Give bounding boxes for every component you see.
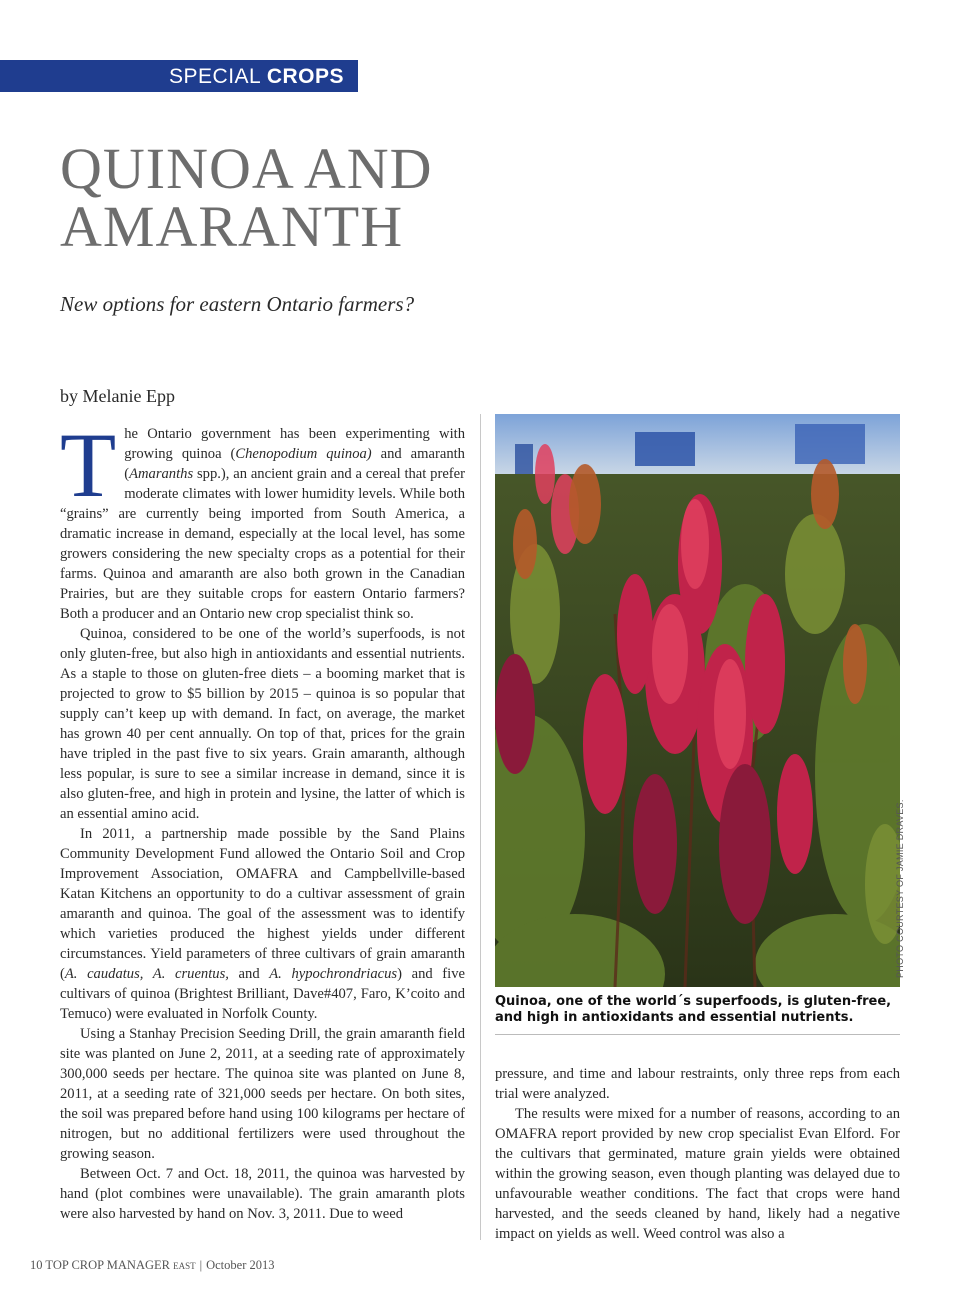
- page-footer: [30, 1258, 275, 1273]
- magazine-edition: EAST: [173, 1261, 196, 1271]
- photo-caption: Quinoa, one of the world´s superfoods, is gluten-free, and high in antioxidants and essential nutrients.: [495, 994, 892, 1025]
- p3-text-b: ) and five cultivars of quinoa (Brightest Brilliant, Dave#407, Faro, K’coito and Temuco) were evaluated in Norfolk County.: [60, 966, 465, 1022]
- paragraph-7: The results were mixed for a number of reasons, according to an OMAFRA report provided by new crop specialist Evan Elford. For the cultivars that germinated, mature grain yields were obtained within the growing season, even though planting was delayed due to unfavourable weather conditions. The fact that crops were hand harvested, and the seeds cleaned by hand, likely had a negative impact on yields as well. Weed control was also a: [495, 1106, 900, 1242]
- paragraph-3: [60, 824, 465, 1024]
- p3-scientific-name-2: A. hypochrondriacus: [269, 966, 398, 982]
- article-byline: by Melanie Epp: [60, 386, 175, 406]
- photo-credit: PHOTO COURTESY OF JAMIE DRAVES.: [895, 799, 905, 978]
- section-label-bold: CROPS: [266, 65, 344, 88]
- title-line-1: QUINOA AND: [60, 136, 433, 201]
- paragraph-5: Between Oct. 7 and Oct. 18, 2011, the quinoa was harvested by hand (plot combines were unavailable). The grain amaranth plots were also harvested by hand on Nov. 3, 2011. Due to weed: [60, 1166, 465, 1222]
- caption-divider: [495, 1034, 900, 1035]
- section-label: [169, 65, 344, 89]
- p1-text-a: he Ontario government has been experimenting with growing quinoa (: [124, 426, 465, 462]
- p3-text-and: and: [228, 966, 270, 982]
- drop-cap: T: [60, 414, 117, 516]
- column-divider: [480, 414, 481, 1240]
- p3-text-a: In 2011, a partnership made possible by the Sand Plains Community Development Fund allowed the Ontario Soil and Crop Improvement Association, OMAFRA and Campbellville-based Katan Kitchens an opportunity to do a cultivar assessment of grain amaranth and quinoa. The goal of the assessment was to identify which varieties produced the highest yields under different circumstances. Yield parameters of three cultivars of grain amaranth (: [60, 826, 465, 982]
- p1-text-b: and amaranth (: [124, 446, 465, 482]
- issue-date: October 2013: [206, 1258, 275, 1272]
- p3-scientific-names-1: A. caudatus, A. cruentus,: [64, 966, 229, 982]
- paragraph-1: [60, 414, 465, 624]
- p1-scientific-name-1: Chenopodium quinoa): [235, 446, 372, 462]
- section-banner: [0, 60, 358, 92]
- paragraph-2: Quinoa, considered to be one of the world’s superfoods, is not only gluten-free, but also high in antioxidants and essential nutrients. As a staple to those on gluten-free diets – a booming market that is projected to grow to $5 billion by 2015 – quinoa is so popular that supply can’t keep up with demand. In fact, on average, the market has grown 40 per cent annually. On top of that, prices for the grain have tripled in the past five to six years. Grain amaranth, although less popular, is sure to see a similar increase in demand, since it is also gluten-free, and high in protein and lysine, the latter of which is an essential amino acid.: [60, 626, 465, 822]
- p1-text-c: spp.), an ancient grain and a cereal that prefer moderate climates with lower humidity levels. While both “grains” are currently being imported from South America, a dramatic increase in demand, especially at the local level, has some growers considering the new specialty crops as a potential for their farms. Quinoa and amaranth are also both grown in the Canadian Prairies, but are they suitable crops for eastern Ontario farmers? Both a producer and an Ontario new crop specialist think so.: [60, 466, 465, 622]
- p1-scientific-name-2: Amaranths: [129, 466, 194, 482]
- section-label-light: SPECIAL: [169, 65, 261, 88]
- quinoa-photo: [495, 414, 900, 987]
- article-column-left: [60, 414, 465, 1224]
- page-number: 10: [30, 1258, 43, 1272]
- paragraph-6: pressure, and time and labour restraints, only three reps from each trial were analyzed.: [495, 1066, 900, 1102]
- title-line-2: AMARANTH: [60, 194, 404, 259]
- article-subtitle: New options for eastern Ontario farmers?: [60, 292, 415, 316]
- article-title: [60, 136, 540, 259]
- magazine-name: TOP CROP MANAGER: [45, 1258, 170, 1272]
- quinoa-field-illustration: [495, 414, 900, 987]
- article-column-right: [495, 1064, 900, 1244]
- paragraph-4: Using a Stanhay Precision Seeding Drill, the grain amaranth field site was planted on June 2, 2011, at a seeding rate of approximately 300,000 seeds per hectare. The quinoa site was planted on June 8, 2011, at a seeding rate of 321,000 seeds per hectare. On both sites, the soil was prepared before hand using 100 kilograms per hectare of nitrogen, but no additional fertilizers were used throughout the growing season.: [60, 1026, 465, 1162]
- footer-separator: |: [199, 1258, 203, 1272]
